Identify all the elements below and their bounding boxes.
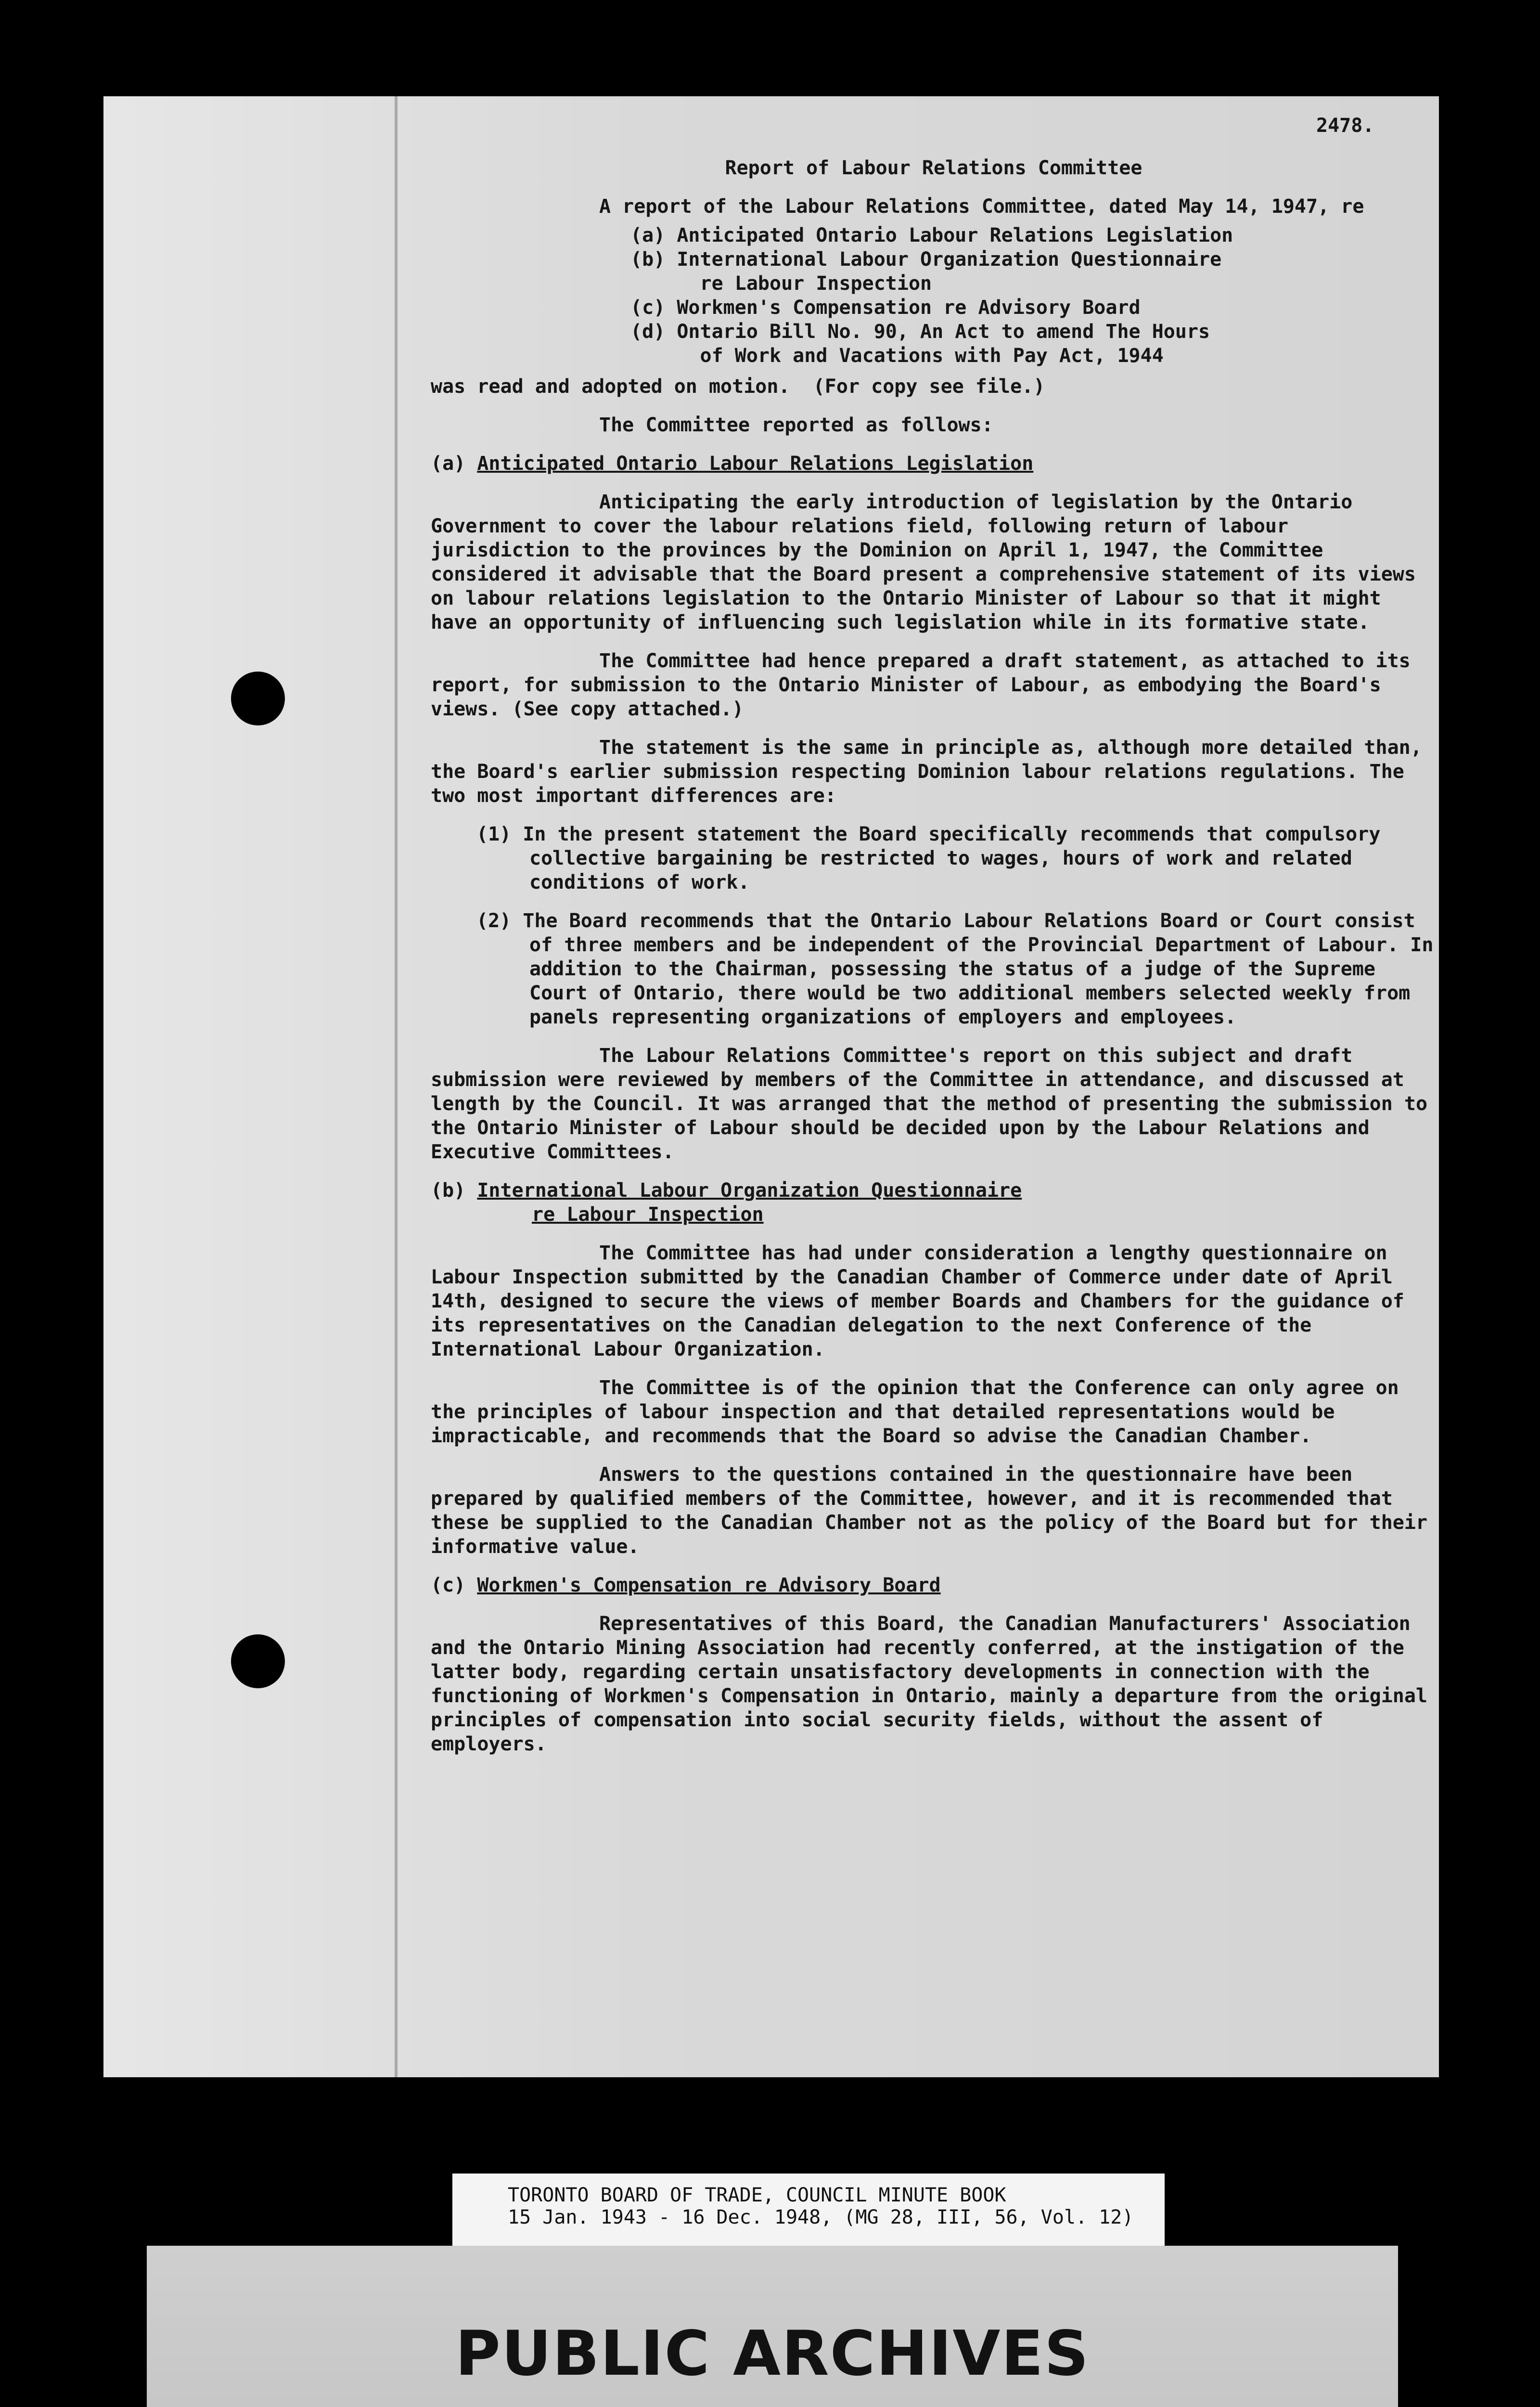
section-b-subtitle: re Labour Inspection	[532, 1204, 764, 1226]
archive-label-line-1: TORONTO BOARD OF TRADE, COUNCIL MINUTE BOOK	[508, 2184, 1006, 2206]
section-b-prefix: (b)	[431, 1179, 466, 1202]
section-a-paragraph-3: The statement is the same in principle as, although more detailed than, the Board's earlier submission respecting Dominion labour relations regulations. The two most important differences are:	[431, 737, 1422, 807]
section-b-paragraph-3: Answers to the questions contained in the questionnaire have been prepared by qualified members of the Committee, however, and it is recommended that these be supplied to the Canadian Chamber not as the policy of the Board but for their informative value.	[431, 1463, 1428, 1558]
section-a-paragraph-1: Anticipating the early introduction of legislation by the Ontario Government to cover the labour relations field, following return of labour jurisdiction to the provinces by the Dominion on April 1, 1947, the Committee considered it advisable that the Board present a comprehensive statement of its views on labour relations legislation to the Ontario Minister of Labour so that it might have an opportunity of influencing such legislation while in its formative state.	[431, 491, 1416, 634]
section-b-heading-2	[431, 1203, 1437, 1227]
section-c-title: Workmen's Compensation re Advisory Board	[477, 1574, 941, 1596]
section-c-heading	[431, 1573, 1437, 1597]
adopted-line: was read and adopted on motion. (For copy see file.)	[431, 375, 1045, 398]
archive-label	[452, 2174, 1165, 2246]
section-a-paragraph-2: The Committee had hence prepared a draft statement, as attached to its report, for submission to the Ontario Minister of Labour, as embodying the Board's views. (See copy attached.)	[431, 650, 1411, 720]
document-body	[431, 110, 1437, 1756]
section-a-paragraph-4: The Labour Relations Committee's report on this subject and draft submission were reviewed by members of the Committee in attendance, and discussed at length by the Council. It was arranged that the method of presenting the submission to the Ontario Minister of Labour should be decided upon by the Labour Relations and Executive Committees.	[431, 1045, 1428, 1163]
topic-item: of Work and Vacations with Pay Act, 1944	[630, 345, 1164, 367]
section-b-title: International Labour Organization Questionnaire	[477, 1179, 1022, 1202]
archives-stamp	[147, 2246, 1398, 2407]
topic-item: re Labour Inspection	[630, 272, 932, 295]
section-a-title: Anticipated Ontario Labour Relations Legislation	[477, 453, 1034, 475]
differences-list	[476, 822, 1437, 1029]
topic-item: (b) International Labour Organization Questionnaire	[630, 248, 1222, 271]
reported-line: The Committee reported as follows:	[599, 414, 993, 436]
topic-item: (a) Anticipated Ontario Labour Relations Legislation	[630, 224, 1233, 246]
difference-item-1: (1) In the present statement the Board specifically recommends that compulsory collective bargaining be restricted to wages, hours of work and related conditions of work.	[476, 823, 1381, 893]
topic-item: (d) Ontario Bill No. 90, An Act to amend The Hours	[630, 321, 1210, 343]
section-c-paragraph-1: Representatives of this Board, the Canadian Manufacturers' Association and the Ontario Mining Association had recently conferred, at the instigation of the latter body, regarding certain unsatisfactory developments in connection with the functioning of Workmen's Compensation in Ontario, mainly a departure from the original principles of compensation into social security fields, without the assent of employers.	[431, 1613, 1428, 1755]
intro-line: A report of the Labour Relations Committee, dated May 14, 1947, re	[599, 195, 1364, 218]
margin-rule	[395, 96, 398, 2077]
difference-item-2: (2) The Board recommends that the Ontario Labour Relations Board or Court consist of three members and be independent of the Provincial Department of Labour. In addition to the Chairman, possessing the status of a judge of the Supreme Court of Ontario, there would be two additional members selected weekly from panels representing organizations of employers and employees.	[476, 910, 1434, 1028]
stamp-line-1: PUBLIC ARCHIVES	[455, 2318, 1090, 2390]
section-b-heading	[431, 1178, 1437, 1203]
topic-list	[630, 223, 1437, 368]
section-b-paragraph-2: The Committee is of the opinion that the Conference can only agree on the principles of labour inspection and that detailed representations would be impracticable, and recommends that the Board so advise the Canadian Chamber.	[431, 1377, 1399, 1447]
page-number: 2478.	[1316, 115, 1374, 137]
topic-item: (c) Workmen's Compensation re Advisory Board	[630, 297, 1141, 319]
punch-hole-top	[231, 672, 285, 725]
report-title	[431, 156, 1437, 180]
section-b-paragraph-1: The Committee has had under consideration a lengthy questionnaire on Labour Inspection submitted by the Canadian Chamber of Commerce under date of April 14th, designed to secure the views of member Boards and Chambers for the guidance of its representatives on the Canadian delegation to the next Conference of the International Labour Organization.	[431, 1242, 1404, 1360]
archive-label-line-2: 15 Jan. 1943 - 16 Dec. 1948, (MG 28, III, 56, Vol. 12)	[508, 2206, 1134, 2228]
report-title-text: Report of Labour Relations Committee	[725, 157, 1142, 179]
section-a-heading	[431, 452, 1437, 476]
punch-hole-bottom	[231, 1634, 285, 1688]
section-a-prefix: (a)	[431, 453, 466, 475]
section-c-prefix: (c)	[431, 1574, 466, 1596]
